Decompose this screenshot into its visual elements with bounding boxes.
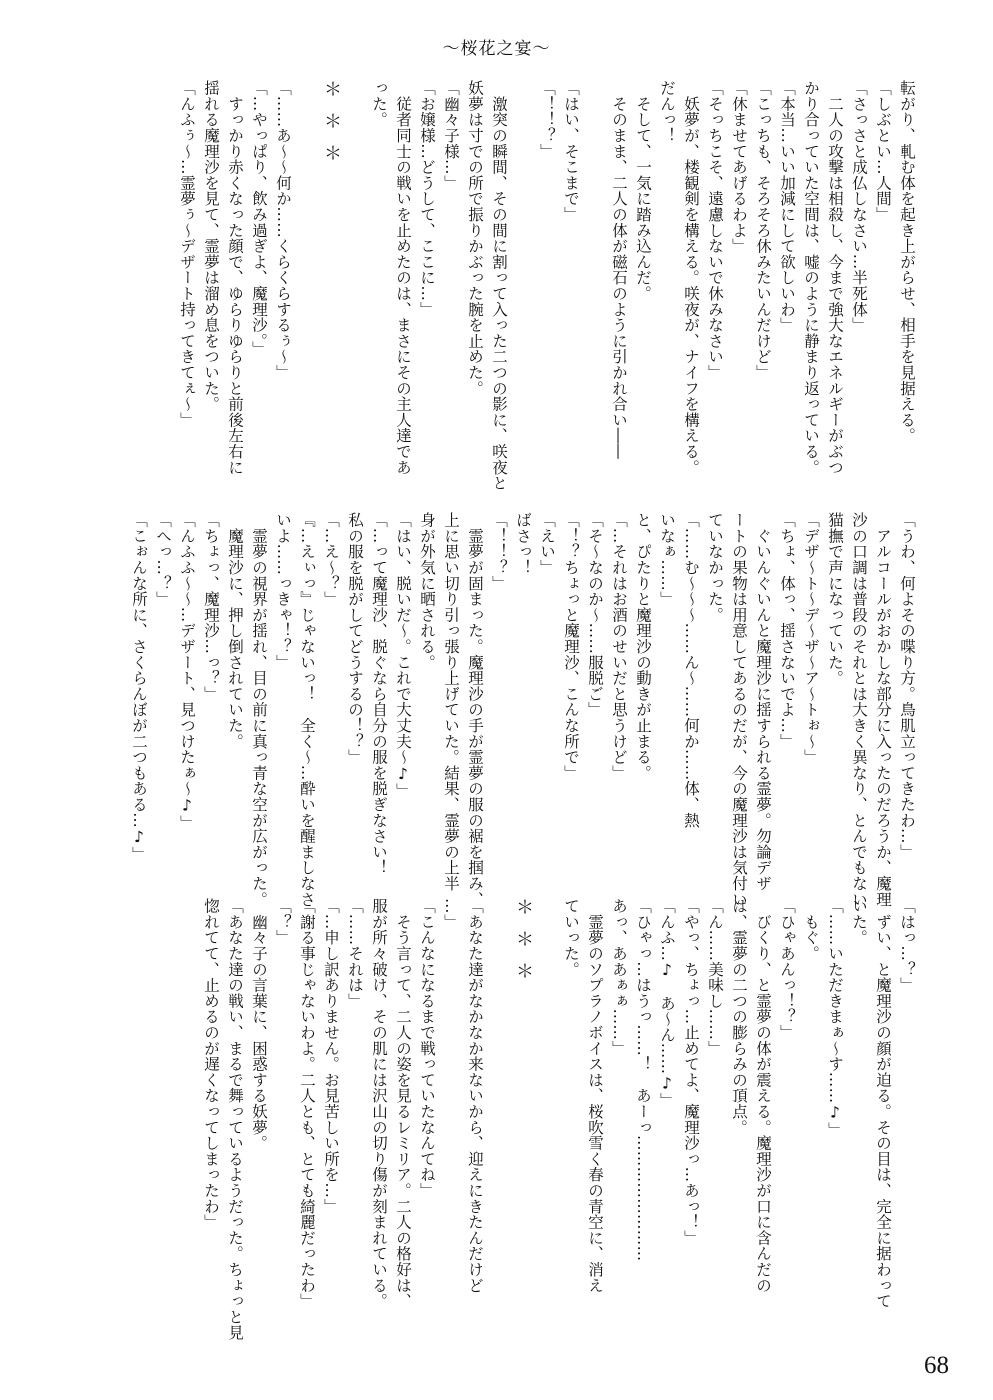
- text-line: 惚れてて、止めるのが遅くなってしまったわ」: [202, 898, 220, 1230]
- text-line: 沙の口調は普段のそれとは大きく異なり、とんでもない: [850, 512, 868, 907]
- text-block-top: [77, 80, 917, 491]
- text-line: 「はい、そこまで」: [562, 80, 580, 223]
- text-line: 「あなた達がなかなか来ないから、迎えにきたんだけど: [466, 898, 484, 1293]
- text-line: 身が外気に晒される。: [418, 512, 436, 670]
- text-line: 「……いただきまぁ～す……♪」: [826, 898, 844, 1138]
- text-line: いた。: [850, 898, 868, 946]
- text-line: そして、一気に踏み込んだ。: [634, 80, 652, 302]
- text-line: 「…え～？」: [322, 512, 340, 607]
- text-line: すっかり赤くなった顔で、ゆらりゆらりと前後左右に: [226, 80, 244, 475]
- text-line: 「…申し訳ありません。お見苦しい所を…」: [322, 898, 340, 1214]
- text-line: 「やっ、ちょっ…止めてよ、魔理沙っ…あっ！」: [682, 898, 700, 1246]
- text-line: 揺れる魔理沙を見て、霊夢は溜め息をついた。: [202, 80, 220, 412]
- text-line: アルコールがおかしな部分に入ったのだろうか、魔理: [874, 512, 892, 907]
- text-line: 「…それはお酒のせいだと思うけど」: [610, 512, 628, 781]
- text-line: 従者同士の戦いを止めたのは、まさにその主人達であ: [394, 80, 412, 475]
- text-line: 激突の瞬間、その間に割って入った二つの影に、咲夜と: [490, 80, 508, 491]
- text-line: …」: [442, 898, 460, 930]
- text-line: 「？」: [274, 898, 292, 946]
- text-line: と、ぴたりと魔理沙の動きが止まる。: [634, 512, 652, 781]
- text-line: 「あなた達の戦い、まるで舞っているようだった。ちょっと見: [226, 898, 244, 1341]
- text-line: 「ちょっ、魔理沙…っ？」: [202, 512, 220, 702]
- text-line: 妖夢は寸での所で振りかぶった腕を止めた。: [466, 80, 484, 396]
- text-line: 「はっ…？」: [898, 898, 916, 993]
- text-line: そのまま、二人の体が磁石のように引かれ合い――: [610, 80, 628, 460]
- text-line: いなぁ……」: [658, 512, 676, 607]
- text-line: 霊夢の視界が揺れ、目の前に真っ青な空が広がった。: [250, 512, 268, 907]
- text-line: かり合っていた空間は、嘘のように静まり返っている。: [802, 80, 820, 475]
- text-line: もぐ。: [802, 898, 820, 962]
- text-line: だんっ！: [658, 80, 676, 144]
- text-line: 「んふぅ～…霊夢ぅ～デザート持ってきてぇ～」: [178, 80, 196, 428]
- text-line: 「うわ、何よその喋り方。鳥肌立ってきたわ…」: [898, 512, 916, 860]
- text-line: 「ん……美味し……」: [706, 898, 724, 1056]
- text-line: 「！！？」: [490, 512, 508, 591]
- text-line: 幽々子の言葉に、困惑する妖夢。: [250, 898, 268, 1151]
- text-line: いよ……っきゃ！？」: [274, 512, 292, 670]
- text-line: 「本当…いい加減にして欲しいわ」: [778, 80, 796, 333]
- text-line: 魔理沙に、押し倒されていた。: [226, 512, 244, 749]
- text-line: 「そっちこそ、遠慮しないで休みなさい」: [706, 80, 724, 381]
- text-line: 霊夢が固まった。魔理沙の手が霊夢の服の裾を掴み、: [466, 512, 484, 907]
- page-title: ～桜花之宴～: [442, 39, 551, 59]
- text-line: 「デザ～ト～デ～ザ～ア～トぉ～」: [802, 512, 820, 765]
- text-block-bottom: [77, 898, 917, 1341]
- text-line: 「はい、脱いだ～。これで大丈夫～♪」: [394, 512, 412, 799]
- text-line: びくり、と霊夢の体が震える。魔理沙が口に含んだの: [754, 898, 772, 1293]
- text-line: 「……あ～～何か……くらくらするぅ～」: [274, 80, 292, 381]
- text-line: 「へっ…？」: [154, 512, 172, 607]
- text-line: 服が所々破け、その肌には沢山の切り傷が刻まれている。: [370, 898, 388, 1309]
- text-line: ていった。: [562, 898, 580, 977]
- text-line: 「ひゃあんっ！？」: [778, 898, 796, 1041]
- text-line: 「えい」: [538, 512, 556, 576]
- text-line: 「こぉんな所に、さくらんぼが二つもある…♪」: [130, 512, 148, 863]
- text-line: 「しぶとい…人間」: [874, 80, 892, 223]
- text-line: 「……それは」: [346, 898, 364, 1009]
- text-line: 「……む～～～……ん～……何か……体、熱: [682, 512, 700, 828]
- text-line: 霊夢のソプラノボイスは、桜吹雪く春の青空に、消え: [586, 898, 604, 1293]
- text-line: 「お嬢様…どうして、ここに…」: [418, 80, 436, 317]
- text-line: 「そ～なのか～……服脱ご」: [586, 512, 604, 718]
- text-line: 「休ませてあげるわよ」: [730, 80, 748, 254]
- text-line: 「ちょ、体っ、揺さないでよ…」: [778, 512, 796, 749]
- text-line: 「んふふ～～…デザート、見つけたぁ～♪」: [178, 512, 196, 831]
- section-separator: ＊＊＊: [513, 898, 534, 994]
- text-line: 「…やっぱり、飲み過ぎよ、魔理沙。」: [250, 80, 268, 357]
- text-line: そう言って、二人の姿を見るレミリア。二人の格好は、: [394, 898, 412, 1309]
- page-number: 68: [924, 1352, 949, 1379]
- text-line: は、霊夢の二つの膨らみの頂点。: [730, 898, 748, 1135]
- section-separator: ＊＊＊: [321, 80, 342, 176]
- text-line: 「…って魔理沙、脱ぐなら自分の服を脱ぎなさい！: [370, 512, 388, 876]
- text-line: 「こんなになるまで戦っていたなんてね」: [418, 898, 436, 1199]
- text-line: ていなかった。: [706, 512, 724, 623]
- text-block-middle: [77, 512, 917, 907]
- text-line: 「さっさと成仏しなさい…半死体」: [850, 80, 868, 333]
- text-line: 私の服を脱がしてどうするの！？」: [346, 512, 364, 765]
- text-line: 上に思い切り引っ張り上げていた。結果、霊夢の上半: [442, 512, 460, 892]
- text-line: ートの果物は用意してあるのだが、今の魔理沙は気付い: [730, 512, 748, 907]
- text-line: あっ、ああぁぁ……」: [610, 898, 628, 1056]
- text-line: 二人の攻撃は相殺し、今まで強大なエネルギーがぶつ: [826, 80, 844, 475]
- text-line: った。: [370, 80, 388, 128]
- text-line: 転がり、軋む体を起き上がらせ、相手を見据える。: [898, 80, 916, 444]
- text-line: ずい、と魔理沙の顔が迫る。その目は、完全に据わって: [874, 898, 892, 1309]
- text-line: 「んふ…♪ あ～ん……♪」: [658, 898, 676, 1109]
- text-line: 『…えぃっ』じゃないっ！ 全く～…酔いを醒ましなさ: [298, 512, 316, 907]
- text-line: 「幽々子様…」: [442, 80, 460, 191]
- text-line: 「謝る事じゃないわよ。二人とも、とても綺麗だったわ」: [298, 898, 316, 1309]
- text-line: ぐいんぐいんと魔理沙に揺すられる霊夢。勿論デザ: [754, 512, 772, 892]
- text-line: 「ひゃっ…はうっ……！ あーっ……………………: [634, 898, 652, 1262]
- text-line: 「！！？」: [538, 80, 556, 159]
- text-line: 妖夢が、楼観剣を構える。咲夜が、ナイフを構える。: [682, 80, 700, 475]
- text-line: 「こっちも、そろそろ休みたいんだけど」: [754, 80, 772, 381]
- text-line: 「！？ちょっと魔理沙、こんな所で」: [562, 512, 580, 781]
- text-line: 猫撫で声になっていた。: [826, 512, 844, 686]
- text-line: ばさっ！: [514, 512, 532, 576]
